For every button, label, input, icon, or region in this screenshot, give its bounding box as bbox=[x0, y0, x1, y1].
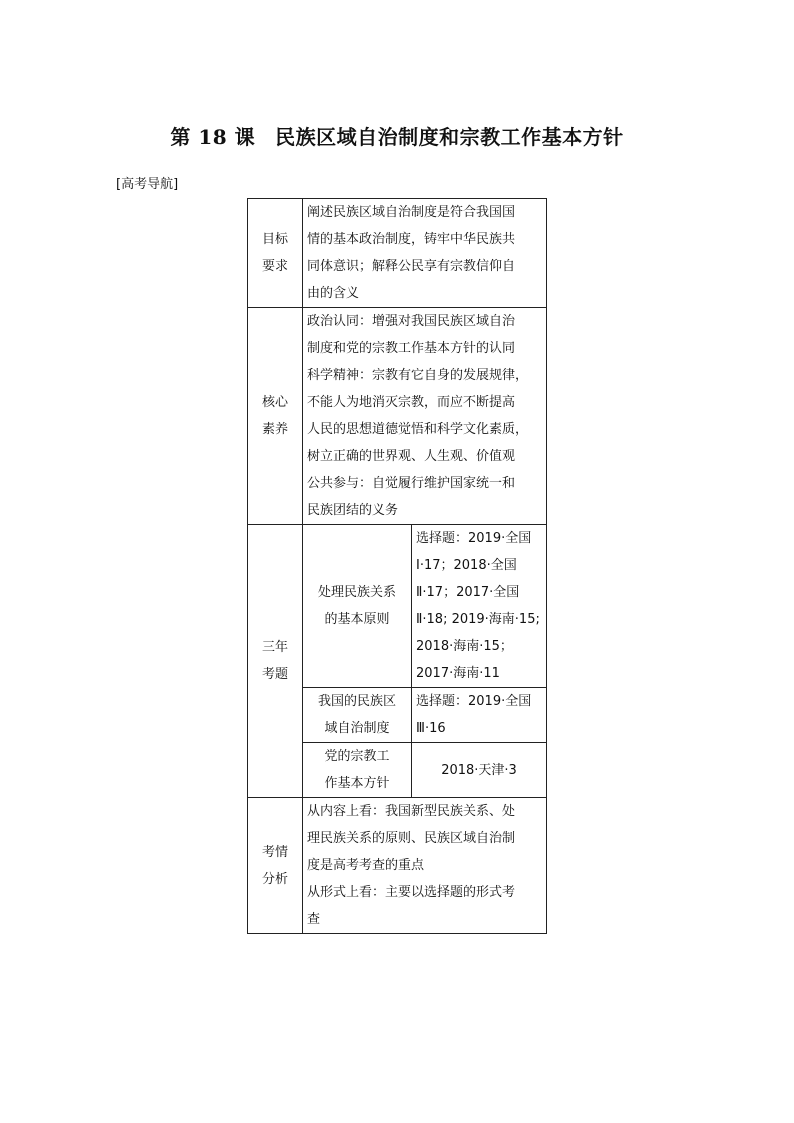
core-row bbox=[248, 308, 547, 525]
exam-row bbox=[248, 525, 547, 688]
goal-label: 目标 要求 bbox=[248, 199, 303, 308]
lesson-number: 第 18 课 bbox=[170, 125, 256, 149]
core-label: 核心 素养 bbox=[248, 308, 303, 525]
analysis-row bbox=[248, 798, 547, 934]
analysis-label: 考情 分析 bbox=[248, 798, 303, 934]
exam-guide-table bbox=[247, 198, 547, 934]
goal-row bbox=[248, 199, 547, 308]
lesson-title: 民族区域自治制度和宗教工作基本方针 bbox=[275, 125, 624, 149]
page-title bbox=[0, 121, 794, 150]
exam-topic: 我国的民族区 域自治制度 bbox=[303, 688, 412, 743]
exam-sources: 选择题：2019·全国 Ⅲ·16 bbox=[412, 688, 547, 743]
analysis-content: 从内容上看：我国新型民族关系、处 理民族关系的原则、民族区域自治制 度是高考考查的重点 从形式上看：主要以选择题的形式考 查 bbox=[303, 798, 547, 934]
exam-sources: 2018·天津·3 bbox=[412, 743, 547, 798]
section-label: [高考导航] bbox=[116, 177, 179, 192]
exam-topic: 处理民族关系 的基本原则 bbox=[303, 525, 412, 688]
core-content: 政治认同：增强对我国民族区域自治 制度和党的宗教工作基本方针的认同 科学精神：宗教有它自身的发展规律， 不能人为地消灭宗教，而应不断提高 人民的思想道德觉悟和科学文化素质， 树立正确的世界观、人生观、价值观 公共参与：自觉履行维护国家统一和 民族团结的义务 bbox=[303, 308, 547, 525]
exam-topic: 党的宗教工 作基本方针 bbox=[303, 743, 412, 798]
exam-sources: 选择题：2019·全国 Ⅰ·17；2018·全国 Ⅱ·17；2017·全国 Ⅱ·18; 2019·海南·15; 2018·海南·15； 2017·海南·11 bbox=[412, 525, 547, 688]
goal-content: 阐述民族区域自治制度是符合我国国 情的基本政治制度，铸牢中华民族共 同体意识；解释公民享有宗教信仰自 由的含义 bbox=[303, 199, 547, 308]
exams-label: 三年 考题 bbox=[248, 525, 303, 798]
